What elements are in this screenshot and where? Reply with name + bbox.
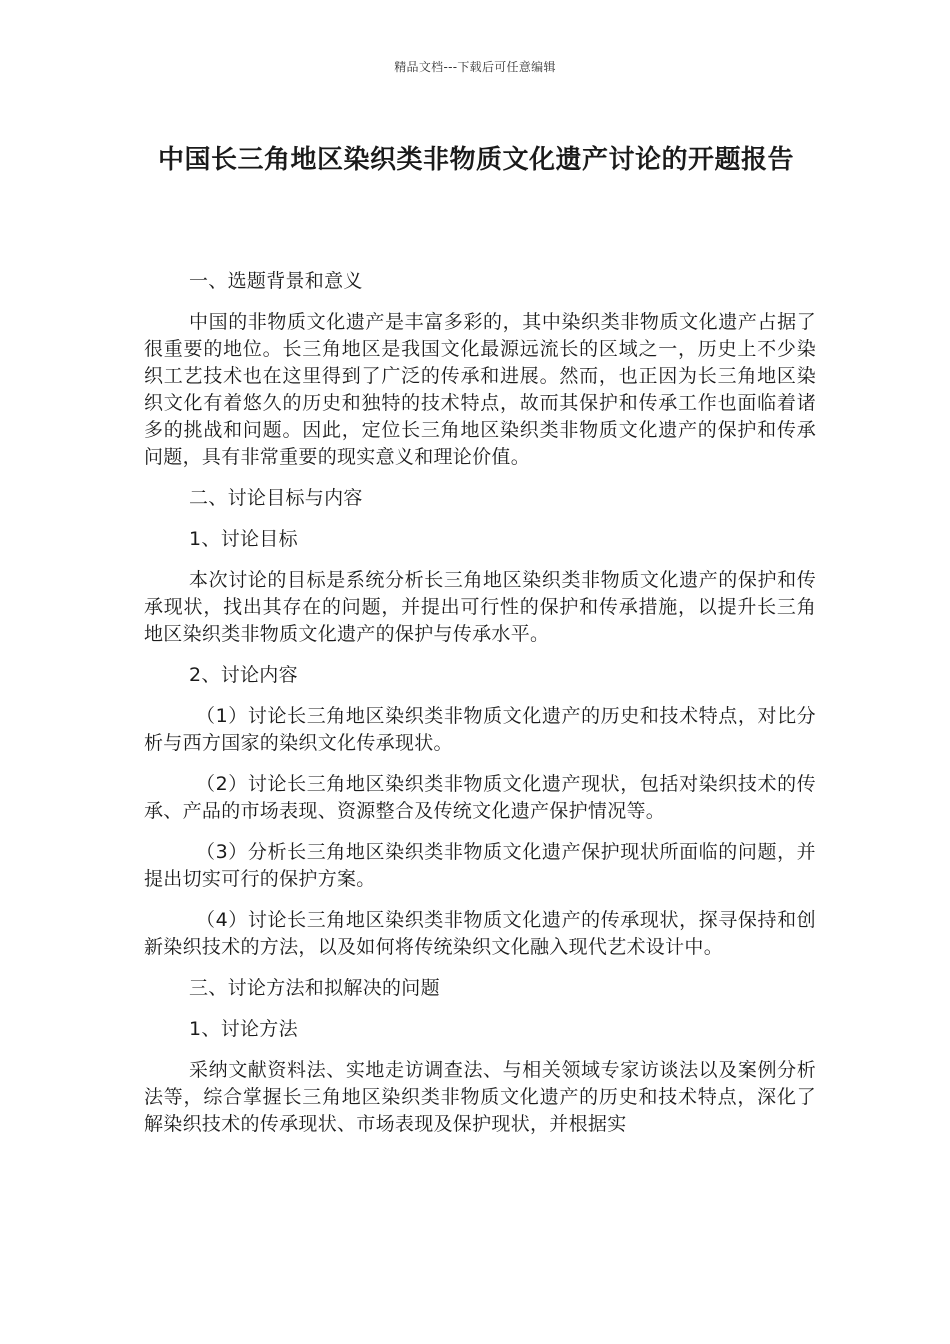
content-item-4: （4）讨论长三角地区染织类非物质文化遗产的传承现状，探寻保持和创新染织技术的方法，以及如何将传统染织文化融入现代艺术设计中。 <box>144 909 816 958</box>
paragraph-goals: 本次讨论的目标是系统分析长三角地区染织类非物质文化遗产的保护和传承现状，找出其存在的问题，并提出可行性的保护和传承措施，以提升长三角地区染织类非物质文化遗产的保护与传承水平。 <box>144 569 816 645</box>
subheading-content: 2、讨论内容 <box>189 664 298 686</box>
content-item-3: （3）分析长三角地区染织类非物质文化遗产保护现状所面临的问题，并提出切实可行的保护方案。 <box>144 841 816 890</box>
content-item-1: （1）讨论长三角地区染织类非物质文化遗产的历史和技术特点，对比分析与西方国家的染织文化传承现状。 <box>144 705 816 754</box>
document-body <box>144 268 816 1152</box>
header-note: 精品文档---下载后可任意编辑 <box>394 60 556 74</box>
subheading-methods: 1、讨论方法 <box>189 1018 298 1040</box>
content-item-2: （2）讨论长三角地区染织类非物质文化遗产现状，包括对染织技术的传承、产品的市场表现、资源整合及传统文化遗产保护情况等。 <box>144 773 816 822</box>
document-title: 中国长三角地区染织类非物质文化遗产讨论的开题报告 <box>157 145 794 175</box>
paragraph-background: 中国的非物质文化遗产是丰富多彩的，其中染织类非物质文化遗产占据了很重要的地位。长三角地区是我国文化最源远流长的区域之一，历史上不少染织工艺技术也在这里得到了广泛的传承和进展。然而，也正因为长三角地区染织文化有着悠久的历史和独特的技术特点，故而其保护和传承工作也面临着诸多的挑战和问题。因此，定位长三角地区染织类非物质文化遗产的保护和传承问题，具有非常重要的现实意义和理论价值。 <box>144 311 816 468</box>
subheading-goals: 1、讨论目标 <box>189 528 298 550</box>
paragraph-methods: 采纳文献资料法、实地走访调查法、与相关领域专家访谈法以及案例分析法等，综合掌握长三角地区染织类非物质文化遗产的历史和技术特点，深化了解染织技术的传承现状、市场表现及保护现状，并根据实 <box>144 1059 816 1135</box>
section-heading-goals-content: 二、讨论目标与内容 <box>189 487 363 509</box>
section-heading-methods: 三、讨论方法和拟解决的问题 <box>189 977 440 999</box>
section-heading-background: 一、选题背景和意义 <box>189 270 363 292</box>
